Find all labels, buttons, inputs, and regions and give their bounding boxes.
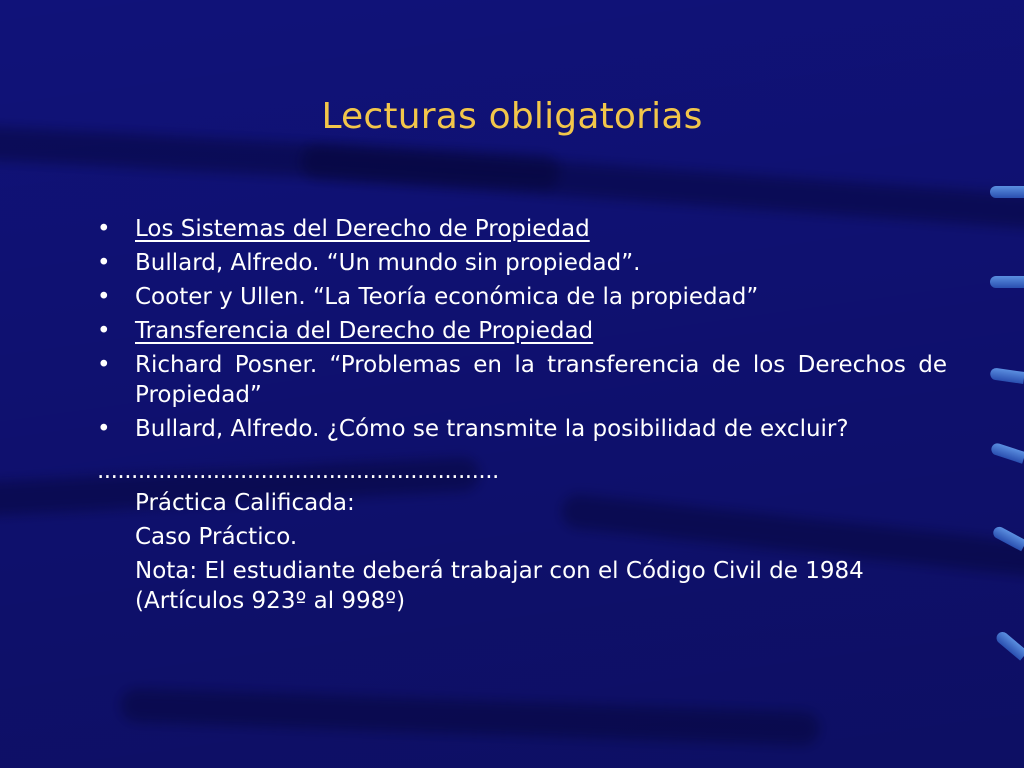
reading-text: Richard Posner. “Problemas en la transferencia de los Derechos de Propiedad”: [135, 352, 947, 408]
list-item: [97, 214, 947, 244]
list-item: [97, 248, 947, 278]
reading-text: Bullard, Alfredo. ¿Cómo se transmite la posibilidad de excluir?: [135, 416, 849, 442]
bullet-icon: •: [97, 416, 111, 442]
section-heading-link[interactable]: Los Sistemas del Derecho de Propiedad: [135, 216, 590, 242]
reading-text: Cooter y Ullen. “La Teoría económica de la propiedad”: [135, 284, 759, 310]
section-heading-link[interactable]: Transferencia del Derecho de Propiedad: [135, 318, 594, 344]
bullet-icon: •: [97, 352, 111, 378]
list-item: [97, 316, 947, 346]
list-item: [97, 282, 947, 312]
separator-dots: ...........................................................: [97, 458, 499, 484]
decorative-accent: [990, 276, 1024, 288]
slide-content: [97, 214, 947, 620]
bullet-icon: •: [97, 284, 111, 310]
bullet-icon: •: [97, 216, 111, 242]
bullet-icon: •: [97, 318, 111, 344]
nota-text: Nota: El estudiante deberá trabajar con el Código Civil de 1984 (Artículos 923º al 998º): [135, 558, 864, 614]
list-item: [97, 414, 947, 444]
caso-practico: Caso Práctico.: [135, 524, 298, 550]
list-item: [97, 350, 947, 410]
bullet-icon: •: [97, 250, 111, 276]
practica-label: Práctica Calificada:: [135, 490, 355, 516]
decorative-accent: [990, 186, 1024, 198]
slide-title: Lecturas obligatorias: [321, 96, 703, 137]
reading-text: Bullard, Alfredo. “Un mundo sin propiedad”.: [135, 250, 641, 276]
